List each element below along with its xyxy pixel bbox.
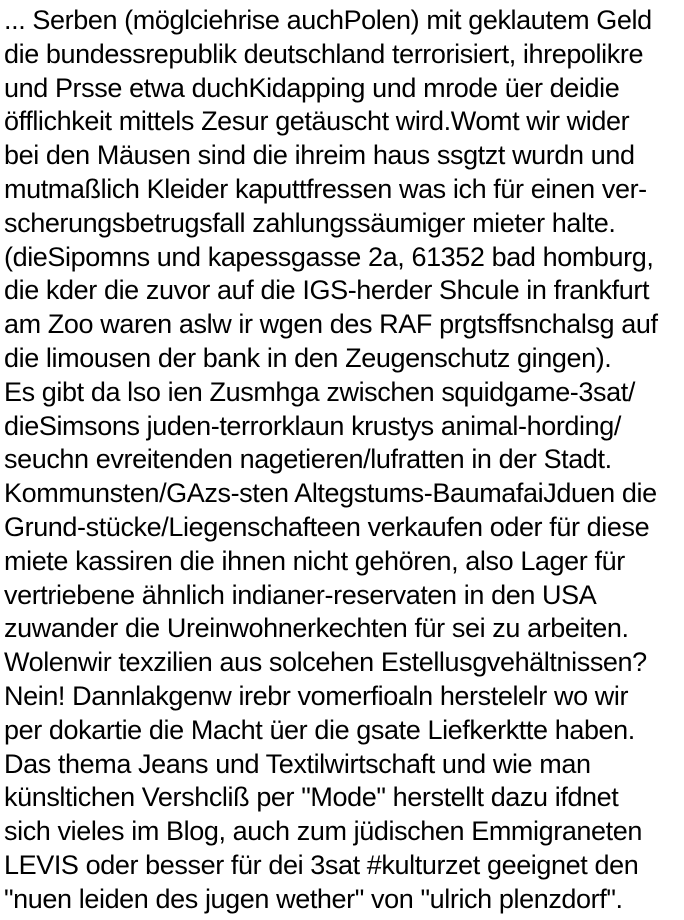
text-line: Es gibt da lso ien Zusmhga zwischen squidgame-3sat/	[4, 376, 635, 407]
text-line: mutmaßlich Kleider kaputtfressen was ich für einen ver-	[4, 173, 647, 204]
text-line: Grund-stücke/Liegenschafteen verkaufen oder für diese	[4, 511, 650, 542]
text-line: am Zoo waren aslw ir wgen des RAF prgtsffsnchalsg auf	[4, 309, 658, 340]
text-line: miete kassiren die ihnen nicht gehören, also Lager für	[4, 545, 625, 576]
document-text-block	[4, 4, 684, 917]
text-line: scherungsbetrugsfall zahlungssäumiger mieter halte.	[4, 207, 616, 238]
text-line: Nein! Dannlakgenw irebr vomerfioaln herstelelr wo wir	[4, 680, 629, 711]
text-line: Kommunsten/GAzs-sten Altegstums-BaumafaiJduen die	[4, 478, 657, 509]
text-line: zuwander die Ureinwohnerkechten für sei zu arbeiten.	[4, 613, 629, 644]
text-line: und Prsse etwa duchKidapping und mrode üer deidie	[4, 72, 620, 103]
text-line: ... Serben (möglciehrise auchPolen) mit geklautem Geld	[4, 5, 652, 35]
text-line: (dieSipomns und kapessgasse 2a, 61352 bad homburg,	[4, 241, 654, 272]
text-line: seuchn evreitenden nagetieren/lufratten in der Stadt.	[4, 444, 612, 475]
text-line: dieSimsons juden-terrorklaun krustys animal-hording/	[4, 410, 621, 441]
text-line: sich vieles im Blog, auch zum jüdischen Emmigraneten	[4, 816, 642, 847]
text-line: LEVIS oder besser für dei 3sat #kulturzet geeignet den	[4, 849, 639, 880]
text-line: "nuen leiden des jugen wether" von "ulrich plenzdorf".	[4, 883, 623, 914]
text-line: die kder die zuvor auf die IGS-herder Shcule in frankfurt	[4, 275, 650, 306]
text-line: die limousen der bank in den Zeugenschutz gingen).	[4, 342, 612, 373]
text-line: künsltichen Vershcliß per "Mode" herstellt dazu ifdnet	[4, 782, 619, 813]
text-line: vertriebene ähnlich indianer-reservaten in den USA	[4, 579, 597, 610]
text-line: Wolenwir texzilien aus solcehen Estellusgvehältnissen?	[4, 647, 647, 678]
text-line: per dokartie die Macht üer die gsate Liefkerktte haben.	[4, 714, 635, 745]
text-line: Das thema Jeans und Textilwirtschaft und wie man	[4, 748, 591, 779]
text-line: die bundessrepublik deutschland terrorisiert, ihrepolikre	[4, 38, 644, 69]
text-line: öfflichkeit mittels Zesur getäuscht wird.Womt wir wider	[4, 106, 630, 137]
text-line: bei den Mäusen sind die ihreim haus ssgtzt wurdn und	[4, 140, 635, 171]
